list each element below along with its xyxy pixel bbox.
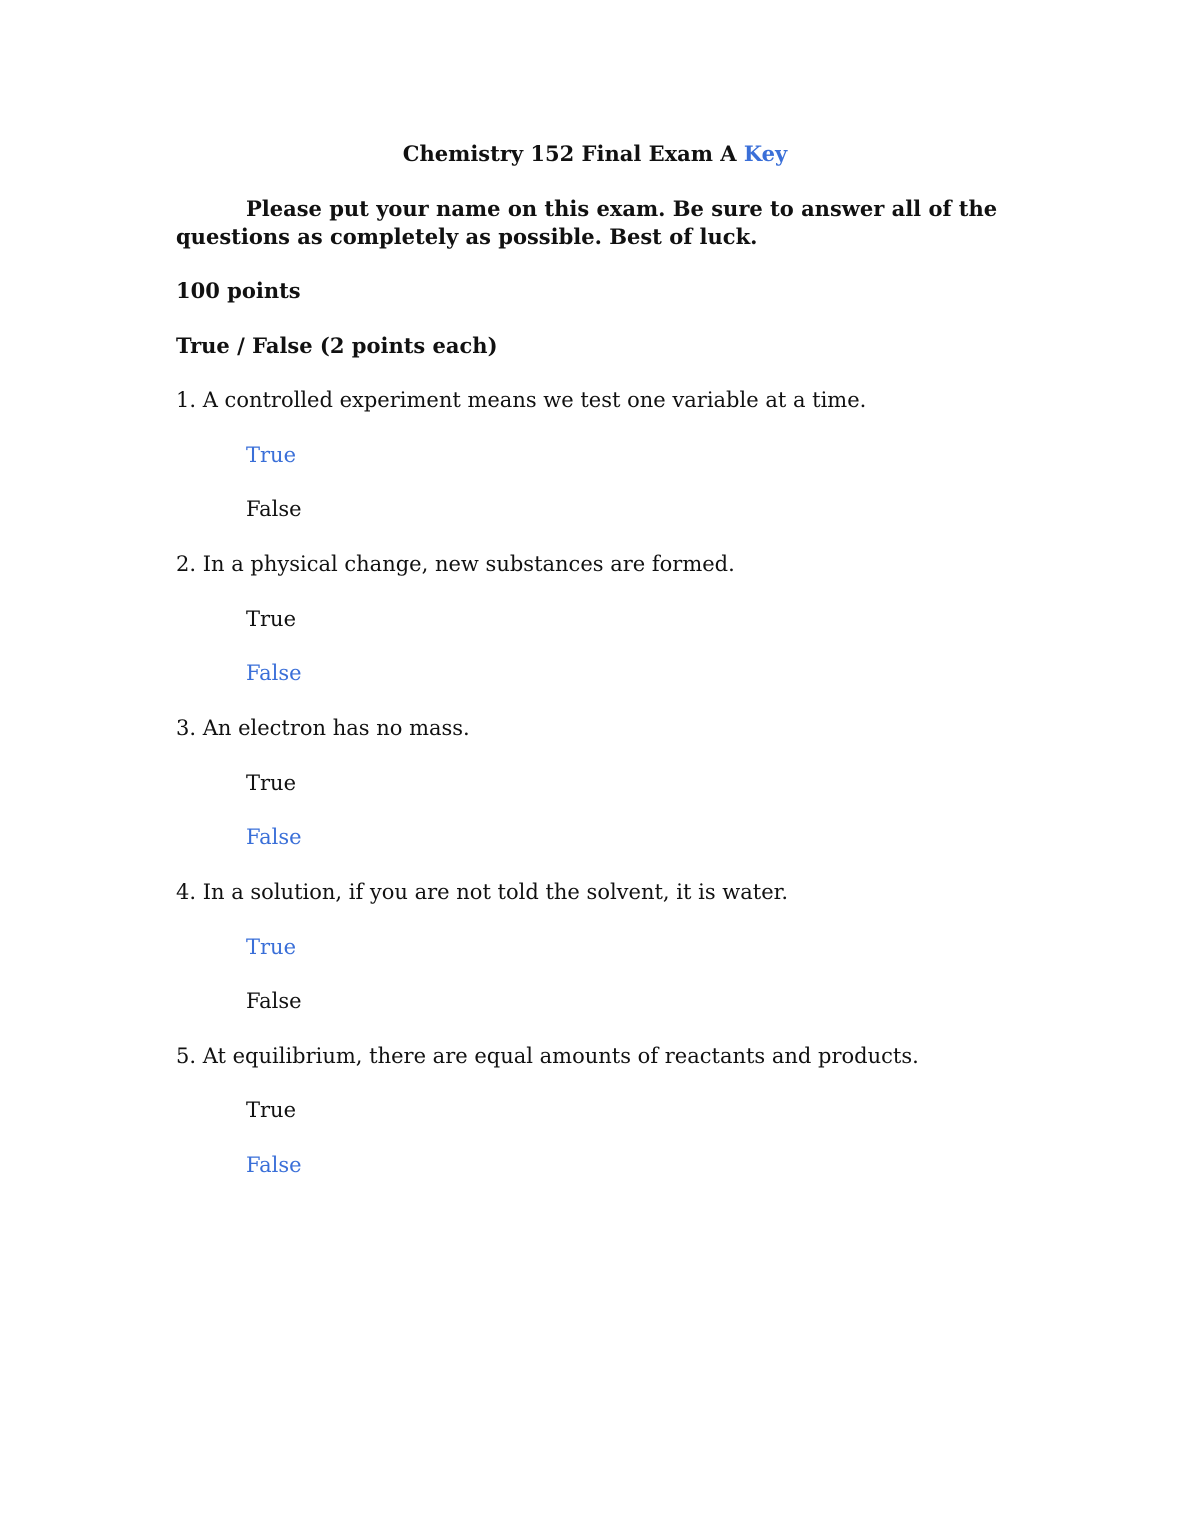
q1-option-false: False bbox=[246, 497, 302, 521]
question-3: 3. An electron has no mass. bbox=[176, 716, 470, 740]
instructions-line-1: Please put your name on this exam. Be sure to answer all of the bbox=[246, 196, 998, 221]
total-points: 100 points bbox=[176, 278, 301, 303]
question-5: 5. At equilibrium, there are equal amounts of reactants and products. bbox=[176, 1044, 919, 1068]
instructions-line-2: questions as completely as possible. Best of luck. bbox=[176, 224, 758, 249]
q4-option-false: False bbox=[246, 989, 302, 1013]
q3-option-true: True bbox=[246, 771, 296, 795]
q2-option-true: True bbox=[246, 607, 296, 631]
question-1: 1. A controlled experiment means we test one variable at a time. bbox=[176, 388, 867, 412]
q5-option-true: True bbox=[246, 1098, 296, 1122]
q5-option-false: False bbox=[246, 1153, 302, 1177]
q2-option-false: False bbox=[246, 661, 302, 685]
q1-option-true: True bbox=[246, 443, 296, 467]
q3-option-false: False bbox=[246, 825, 302, 849]
question-4: 4. In a solution, if you are not told the solvent, it is water. bbox=[176, 880, 789, 904]
exam-title bbox=[0, 140, 1190, 168]
section-heading: True / False (2 points each) bbox=[176, 333, 498, 358]
question-2: 2. In a physical change, new substances are formed. bbox=[176, 552, 735, 576]
exam-title-text: Chemistry 152 Final Exam A bbox=[402, 141, 737, 166]
q4-option-true: True bbox=[246, 935, 296, 959]
key-label: Key bbox=[743, 141, 788, 166]
